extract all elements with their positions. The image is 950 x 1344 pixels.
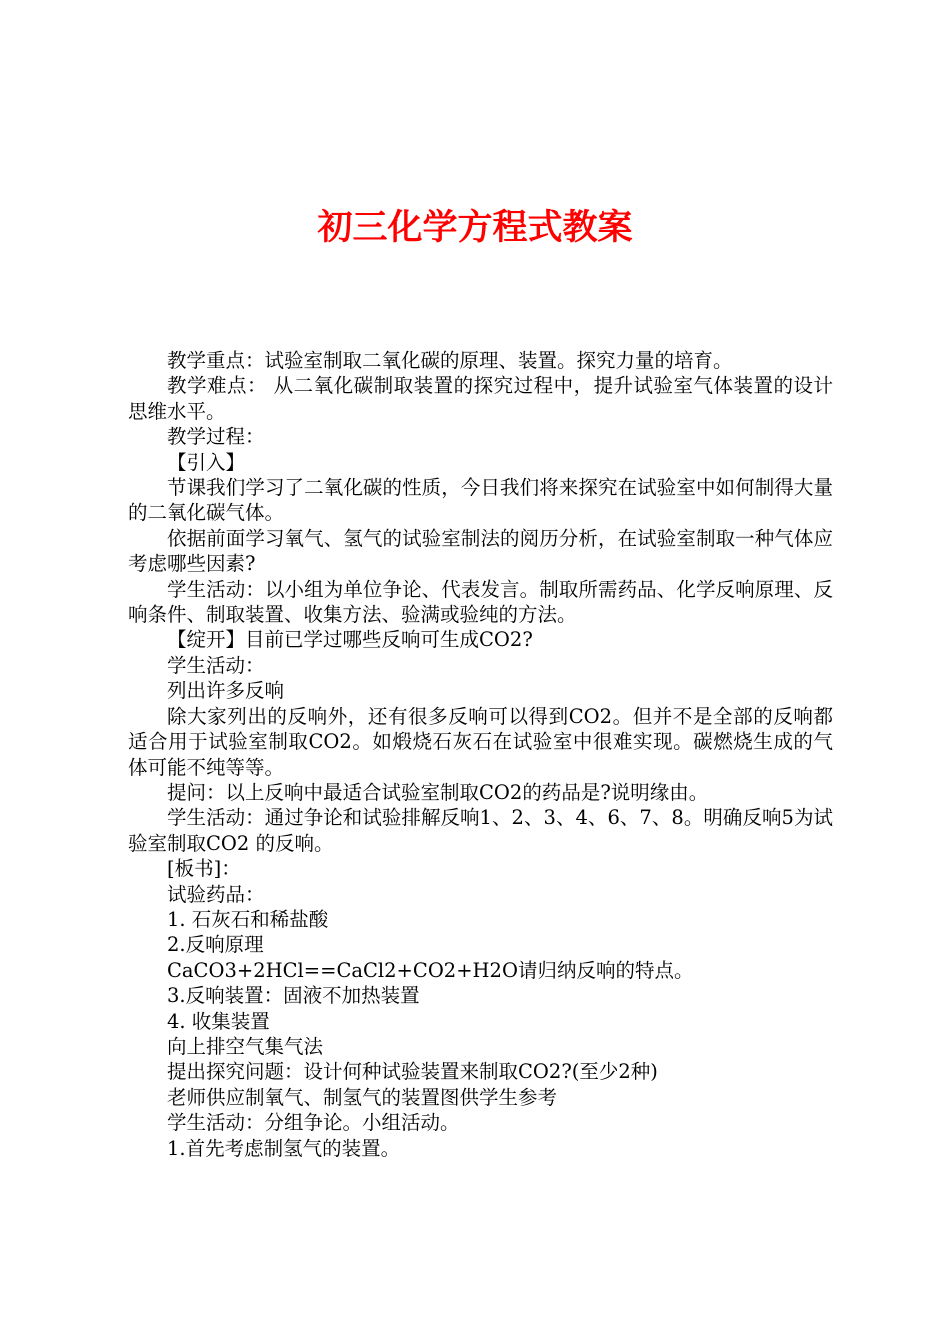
paragraph: [板书]： bbox=[167, 857, 241, 881]
paragraph: 列出许多反响 bbox=[167, 679, 285, 703]
paragraph: 依据前面学习氧气、氢气的试验室制法的阅历分析，在试验室制取一种气体应考虑哪些因素? bbox=[128, 526, 833, 576]
paragraph: CaCO3+2HCl==CaCl2+CO2+H2O请归纳反响的特点。 bbox=[167, 958, 694, 982]
paragraph: 试验药品： bbox=[167, 882, 265, 906]
paragraph: 2.反响原理 bbox=[167, 933, 264, 957]
paragraph: 1. 石灰石和稀盐酸 bbox=[167, 907, 329, 931]
paragraph: 1.首先考虑制氢气的装置。 bbox=[167, 1136, 401, 1160]
paragraph: 学生活动：分组争论。小组活动。 bbox=[167, 1111, 460, 1135]
paragraph: 【引入】 bbox=[167, 450, 246, 474]
page-title: 初三化学方程式教案 bbox=[317, 208, 633, 248]
paragraph: 3.反响装置：固液不加热装置 bbox=[167, 984, 420, 1008]
paragraph: 除大家列出的反响外，还有很多反响可以得到CO2。但并不是全部的反响都适合用于试验室制取CO2。如煅烧石灰石在试验室中很难实现。碳燃烧生成的气体可能不纯等等。 bbox=[128, 704, 833, 779]
paragraph: 提出探究问题：设计何种试验装置来制取CO2?(至少2种) bbox=[167, 1060, 658, 1084]
paragraph: 老师供应制氧气、制氢气的装置图供学生参考 bbox=[167, 1085, 558, 1109]
paragraph: 向上排空气集气法 bbox=[167, 1034, 324, 1058]
paragraph: 教学难点： 从二氧化碳制取装置的探究过程中，提升试验室气体装置的设计思维水平。 bbox=[128, 374, 833, 423]
document-body bbox=[128, 348, 833, 1161]
paragraph: 学生活动： bbox=[167, 653, 265, 677]
paragraph: 学生活动：通过争论和试验排解反响1、2、3、4、6、7、8。明确反响5为试验室制取CO2 的反响。 bbox=[128, 806, 833, 855]
paragraph: 节课我们学习了二氧化碳的性质，今日我们将来探究在试验室中如何制得大量的二氧化碳气体。 bbox=[128, 476, 833, 525]
paragraph: 学生活动：以小组为单位争论、代表发言。制取所需药品、化学反响原理、反响条件、制取装置、收集方法、验满或验纯的方法。 bbox=[128, 577, 833, 627]
paragraph: 教学重点：试验室制取二氧化碳的原理、装置。探究力量的培育。 bbox=[167, 349, 733, 372]
paragraph: 提问：以上反响中最适合试验室制取CO2的药品是?说明缘由。 bbox=[167, 780, 709, 804]
paragraph: 【绽开】目前已学过哪些反响可生成CO2? bbox=[167, 628, 533, 652]
paragraph: 教学过程： bbox=[167, 425, 265, 449]
paragraph: 4. 收集装置 bbox=[167, 1009, 270, 1033]
